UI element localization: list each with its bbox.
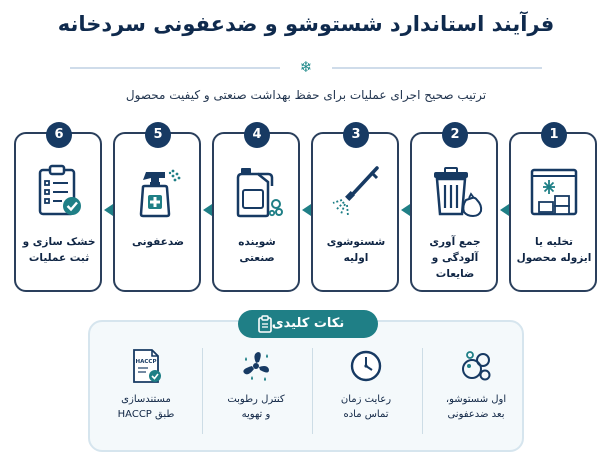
step-card-1 xyxy=(509,127,597,292)
note-separator xyxy=(202,348,203,434)
step-number-badge: 3 xyxy=(343,122,369,148)
page-title: فرآیند استاندارد شستوشو و ضدعفونی سردخانه xyxy=(57,12,555,36)
divider-line-right xyxy=(332,67,542,69)
note-item-wash-first xyxy=(424,344,528,444)
note-separator xyxy=(422,348,423,434)
clock-icon xyxy=(348,348,384,384)
step-label: شستوشوی اولیه xyxy=(326,236,386,264)
snowflake-icon: ❄ xyxy=(299,58,313,76)
note-item-contact-time xyxy=(314,344,418,444)
cold-room-icon xyxy=(525,162,583,220)
step-label: جمع آوری آلودگی و ضایعات xyxy=(429,236,481,280)
step-label: تخلیه یا ایزوله محصول xyxy=(516,236,592,264)
note-label: اول شستوشو، بعد ضدعفونی xyxy=(445,394,507,420)
step-number-badge: 4 xyxy=(244,122,270,148)
checklist-clipboard-icon xyxy=(30,162,88,220)
step-card-2 xyxy=(410,127,498,292)
divider-line-left xyxy=(70,67,280,69)
title-divider xyxy=(70,60,542,76)
fan-icon xyxy=(238,348,274,384)
disinfectant-spray-bottle-icon xyxy=(129,162,187,220)
step-label: ضدعفونی xyxy=(131,236,185,248)
step-number-badge: 1 xyxy=(541,122,567,148)
note-item-humidity xyxy=(204,344,308,444)
step-label: شوینده صنعتی xyxy=(238,236,276,264)
step-card-5 xyxy=(113,127,201,292)
note-item-haccp xyxy=(94,344,198,444)
key-notes-heading: نکات کلیدی xyxy=(238,310,378,338)
note-label: کنترل رطوبت و تهویه xyxy=(227,394,285,420)
trash-bin-icon xyxy=(426,162,484,220)
note-separator xyxy=(312,348,313,434)
note-label: مستندسازی طبق HACCP xyxy=(117,394,175,420)
step-number-badge: 5 xyxy=(145,122,171,148)
step-label: خشک سازی و ثبت عملیات xyxy=(22,236,96,264)
step-card-6 xyxy=(14,127,102,292)
step-card-3 xyxy=(311,127,399,292)
step-card-4 xyxy=(212,127,300,292)
detergent-jerrycan-icon xyxy=(228,162,286,220)
clipboard-icon xyxy=(258,315,272,333)
page-subtitle: ترتیب صحیح اجرای عملیات برای حفظ بهداشت صنعتی و کیفیت محصول xyxy=(125,88,487,102)
bubbles-icon xyxy=(458,348,494,384)
spray-wand-icon xyxy=(327,162,385,220)
note-label: رعایت زمان تماس ماده xyxy=(340,394,392,420)
process-steps xyxy=(14,122,598,292)
step-number-badge: 2 xyxy=(442,122,468,148)
svg-text:HACCP: HACCP xyxy=(135,359,157,365)
step-number-badge: 6 xyxy=(46,122,72,148)
key-notes-panel xyxy=(88,316,524,452)
haccp-document-icon xyxy=(128,348,164,384)
